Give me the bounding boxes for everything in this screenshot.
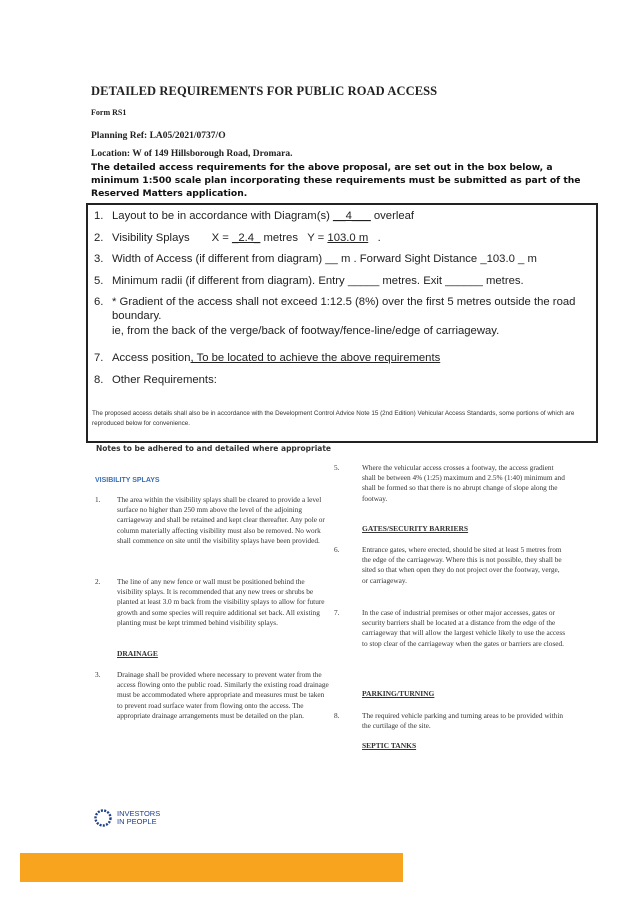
note-text: In the case of industrial premises or other major accesses, gates or security barriers shall be located at a distance from the edge of the carriageway that will allow the largest vehicle likely to use the access to stop clear of the carriageway when the gates or barriers are closed.	[362, 608, 566, 648]
req-text: Visibility Splays X =	[112, 232, 233, 244]
section-heading: PARKING/TURNING	[362, 689, 435, 698]
req-text: .	[368, 232, 381, 244]
note-number: 8.	[334, 711, 340, 720]
req-number: 5.	[94, 275, 104, 287]
investors-in-people-logo	[93, 808, 160, 828]
planning-ref: Planning Ref: LA05/2021/0737/O	[91, 131, 226, 141]
notes-heading: Notes to be adhered to and detailed where appropriate	[96, 444, 332, 453]
req-text: Access position	[112, 352, 191, 364]
note-number: 3.	[95, 670, 101, 679]
req-number: 2.	[94, 232, 104, 244]
note-number: 1.	[95, 495, 101, 504]
section-heading: VISIBILITY SPLAYS	[95, 477, 160, 484]
req-number: 1.	[94, 210, 104, 222]
req-number: 6.	[94, 296, 104, 308]
note-text: Entrance gates, where erected, should be sited at least 5 metres from the edge of the carriageway. Where this is not possible, they shall be sited so that when open they do not project over the footway, verge, or carriageway.	[362, 545, 562, 585]
req-6-cont: boundary.	[112, 310, 162, 322]
y-value: 103.0 m	[327, 232, 369, 244]
note-number: 2.	[95, 577, 101, 586]
section-heading: GATES/SECURITY BARRIERS	[362, 524, 469, 533]
diagram-value: __4___	[333, 210, 371, 222]
note-text: The line of any new fence or wall must be positioned behind the visibility splays. It is recommended that any new trees or shrubs be planted at least 3.0 m back from the visibility splays to allow for future growth and some species will require additional set back. All existing planting must be kept trimmed behind visibility splays.	[117, 577, 325, 627]
left-column	[95, 0, 330, 900]
req-text: Other Requirements:	[112, 374, 217, 386]
note-number: 6.	[334, 545, 340, 554]
req-text: Width of Access (if different from diagram) __ m . Forward Sight Distance _103.0 _ m	[112, 253, 537, 265]
req-number: 7.	[94, 352, 104, 364]
form-id: Form RS1	[91, 108, 127, 117]
note-text: Where the vehicular access crosses a footway, the access gradient shall be between 4% (1:25) maximum and 2.5% (1:40) minimum and shall be formed so that there is no abrupt change of slope along the footway.	[362, 463, 565, 503]
note-text: Drainage shall be provided where necessary to prevent water from the access flowing onto the public road. Similarly the existing road drainage must be accommodated where appropriate and measures must be taken to prevent road surface water from flowing onto the access. The appropriate drainage arrangements must be detailed on the plan.	[117, 670, 329, 720]
req-text: Layout to be in accordance with Diagram(s)	[112, 210, 334, 222]
intro-text: The detailed access requirements for the above proposal, are set out in the box below, a minimum 1:500 scale plan incorporating these requirements must be submitted as part of the Reserved Matters application.	[91, 162, 581, 199]
logo-text	[117, 810, 160, 826]
section-heading: DRAINAGE	[117, 649, 158, 658]
req-text: Minimum radii (if different from diagram). Entry _____ metres. Exit ______ metres.	[112, 275, 524, 287]
logo-line: IN PEOPLE	[117, 817, 157, 826]
advice-note: The proposed access details shall also be in accordance with the Development Control Advice Note 15 (2nd Edition) Vehicular Access Standards, some portions of which are reproduced below for convenience.	[92, 410, 575, 427]
req-number: 3.	[94, 253, 104, 265]
req-text: overleaf	[370, 210, 415, 222]
x-value: _2.4_	[232, 232, 261, 244]
note-text: The required vehicle parking and turning areas to be provided within the curtilage of the site.	[362, 711, 564, 731]
note-number: 5.	[334, 463, 340, 472]
access-position-value: , To be located to achieve the above requirements	[190, 352, 441, 364]
req-text: * Gradient of the access shall not exceed 1:12.5 (8%) over the first 5 metres outside the road	[112, 296, 576, 308]
note-number: 7.	[334, 608, 340, 617]
logo-line: INVESTORS	[117, 809, 161, 818]
req-text: metres Y =	[260, 232, 328, 244]
location: Location: W of 149 Hillsborough Road, Dromara.	[91, 149, 293, 159]
req-number: 8.	[94, 374, 104, 386]
req-6-cont: ie, from the back of the verge/back of footway/fence-line/edge of carriageway.	[112, 325, 500, 337]
note-text: The area within the visibility splays shall be cleared to provide a level surface no higher than 250 mm above the level of the adjoining carriageway and shall be retained and kept clear thereafter. Any pole or column materially affecting visibility must also be removed. No work shall commence on site until the visibility splays have been provided.	[117, 495, 325, 545]
section-heading: SEPTIC TANKS	[362, 741, 417, 750]
wreath-icon	[93, 808, 113, 828]
document-title: DETAILED REQUIREMENTS FOR PUBLIC ROAD ACCESS	[91, 84, 438, 98]
right-column	[334, 0, 574, 900]
footer-orange-bar	[20, 853, 403, 882]
